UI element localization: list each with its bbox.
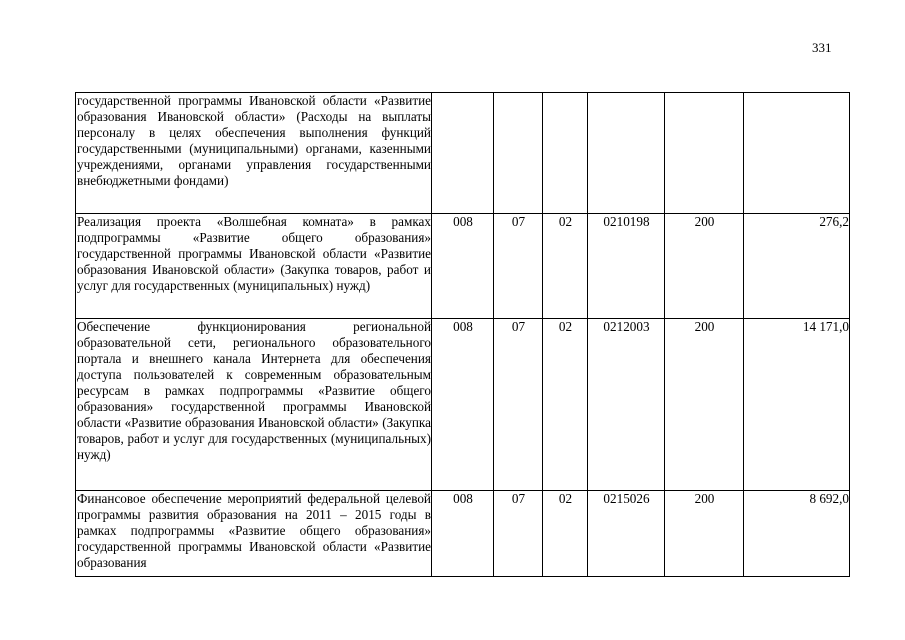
- section-code: [494, 93, 543, 214]
- target-article-code: [588, 93, 665, 214]
- amount: [744, 93, 850, 214]
- table-row: [76, 319, 850, 491]
- subsection-code: 02: [543, 491, 588, 577]
- table-row: [76, 93, 850, 214]
- subsection-code: 02: [543, 214, 588, 319]
- department-code: 008: [432, 319, 494, 491]
- expense-type-code: 200: [665, 491, 744, 577]
- expense-type-code: 200: [665, 214, 744, 319]
- row-description: Обеспечение функционирования региональной образовательной сети, регионального образовательного портала и внешнего канала Интернета для обеспечения доступа пользователей к современным образовательным ресурсам в рамках подпрограммы «Развитие общего образования» государственной программы Ивановской области «Развитие образования Ивановской области» (Закупка товаров, работ и услуг для государственных (муниципальных) нужд): [76, 319, 432, 491]
- department-code: 008: [432, 214, 494, 319]
- subsection-code: [543, 93, 588, 214]
- department-code: [432, 93, 494, 214]
- section-code: 07: [494, 319, 543, 491]
- table-row: [76, 491, 850, 577]
- target-article-code: 0210198: [588, 214, 665, 319]
- row-description: государственной программы Ивановской области «Развитие образования Ивановской области» (Расходы на выплаты персоналу в целях обеспечения выполнения функций государственными (муниципальными) органами, казенными учреждениями, органами управления государственными внебюджетными фондами): [76, 93, 432, 214]
- page-number: 331: [812, 40, 832, 55]
- department-code: 008: [432, 491, 494, 577]
- table-row: [76, 214, 850, 319]
- expense-type-code: [665, 93, 744, 214]
- row-description: Реализация проекта «Волшебная комната» в рамках подпрограммы «Развитие общего образования» государственной программы Ивановской области «Развитие образования Ивановской области» (Закупка товаров, работ и услуг для государственных (муниципальных) нужд): [76, 214, 432, 319]
- row-description: Финансовое обеспечение мероприятий федеральной целевой программы развития образования на 2011 – 2015 годы в рамках подпрограммы «Развитие общего образования» государственной программы Ивановской области «Развитие образования: [76, 491, 432, 577]
- amount: 14 171,0: [744, 319, 850, 491]
- expense-type-code: 200: [665, 319, 744, 491]
- subsection-code: 02: [543, 319, 588, 491]
- target-article-code: 0215026: [588, 491, 665, 577]
- section-code: 07: [494, 491, 543, 577]
- target-article-code: 0212003: [588, 319, 665, 491]
- section-code: 07: [494, 214, 543, 319]
- amount: 276,2: [744, 214, 850, 319]
- amount: 8 692,0: [744, 491, 850, 577]
- budget-table: [75, 92, 850, 577]
